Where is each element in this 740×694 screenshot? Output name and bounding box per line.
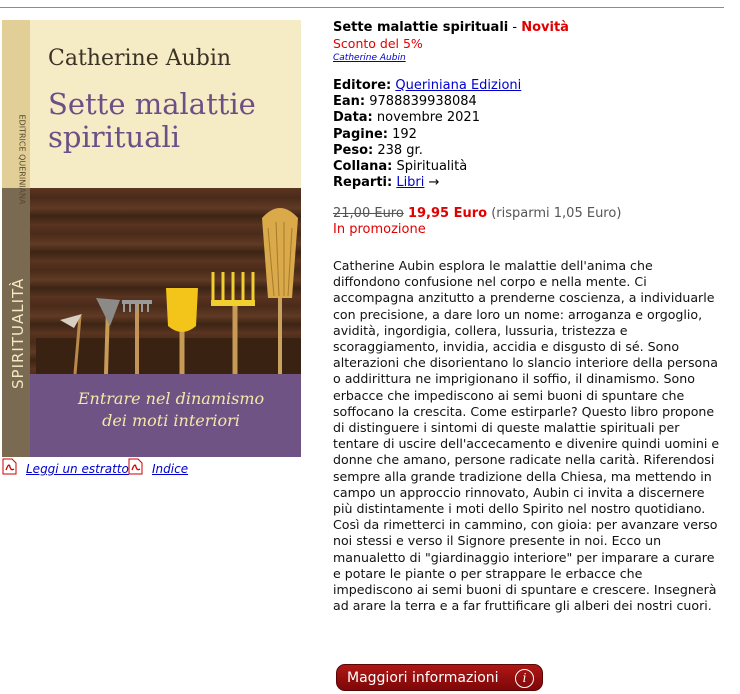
date-row [333,110,521,126]
pages-label: Pagine: [333,126,388,142]
cover-spine-series: SPIRITUALITÀ [9,277,27,389]
series-value: Spiritualità [396,159,468,175]
publisher-label: Editore: [333,78,392,93]
old-price: 21,00 Euro [333,206,404,221]
pdf-icon[interactable] [2,458,17,475]
cover-title [48,88,256,154]
author-link[interactable]: Catherine Aubin [333,53,406,63]
publisher-link[interactable]: Queriniana Edizioni [395,78,522,93]
cover-subtitle [46,388,296,432]
series-label: Collana: [333,159,393,175]
discount-label: Sconto del 5% [333,36,423,51]
new-price: 19,95 Euro [407,206,488,221]
info-icon: i [515,669,534,688]
saving-amount: (risparmi 1,05 Euro) [491,206,622,221]
price-row [333,206,621,222]
weight-value: 238 gr. [377,142,423,158]
pages-value: 192 [392,126,417,142]
pdf-icon[interactable] [128,458,143,475]
product-header [333,20,723,64]
department-row [333,175,521,191]
more-info-label: Maggiori informazioni [347,670,499,686]
cover-subtitle-line1: Entrare nel dinamismo [77,389,265,408]
cover-subtitle-line2: dei moti interiori [102,411,240,430]
promotion-label: In promozione [333,222,426,237]
product-details [333,78,521,191]
ean-row [333,94,521,110]
cover-spine-publisher: EDITRICE QUERINIANA [17,114,27,205]
title-separator: - [508,20,522,35]
top-divider [0,7,724,8]
series-row [333,159,521,175]
department-label: Reparti: [333,175,393,191]
cover-title-line2: spirituali [48,120,181,154]
index-link[interactable]: Indice [152,462,189,476]
ean-label: Ean: [333,94,366,110]
read-excerpt-link[interactable]: Leggi un estratto [26,462,129,476]
date-value: novembre 2021 [376,110,480,126]
pages-row [333,127,521,143]
book-cover-image[interactable] [2,20,301,457]
product-title: Sette malattie spirituali [333,20,509,35]
cover-author: Catherine Aubin [48,46,232,71]
cover-title-line1: Sette malattie [48,87,256,121]
more-info-button[interactable] [336,664,543,691]
garden-tools-illustration [30,188,301,374]
arrow-right-icon: → [428,175,440,191]
ean-value: 9788839938084 [369,94,477,110]
weight-label: Peso: [333,142,374,158]
department-link[interactable]: Libri [396,175,425,191]
product-description: Catherine Aubin esplora le malattie dell'anima che diffondono confusione nel corpo e nella mente. Ci accompagna anzitutto a prenderne coscienza, a individuarle con precisione, a dare loro un nome: arroganza e orgoglio, avidità, ingordigia, collera, lussuria, tristezza e scoraggiamento, invidia, accidia e disgusto di sé. Sono alterazioni che disorientano lo slancio interiore della persona o addirittura ne imprigionano il soffio, il dinamismo. Sono erbacce che impediscono ai semi buoni di spuntare che soffocano la crescita. Come estirparle? Questo libro propone di distinguere i sintomi di queste malattie spirituali per tentare di uscire dell'accecamento e divenire quindi uomini e donne che amano, persone radicate nella carità. Riferendosi sempre alla grande tradizione della Chiesa, ma mettendo in campo un approccio rinnovato, Aubin ci invita a discernere più distintamente i moti dello Spirito nel nostro quotidiano. Così da rimetterci in cammino, con gioia: per avanzare verso noi stessi e verso il Signore presente in noi. Ecco un manualetto di "giardinaggio interiore" per imparare a curare e potare le piante o per strappare le erbacce che impediscono ai semi buoni di spuntare e crescere. Insegnerà ad arare la terra e a far fruttificare gli alberi dei nostri cuori. [333,258,720,614]
publisher-row [333,78,521,94]
new-badge: Novità [521,20,569,35]
date-label: Data: [333,110,373,126]
weight-row [333,143,521,159]
